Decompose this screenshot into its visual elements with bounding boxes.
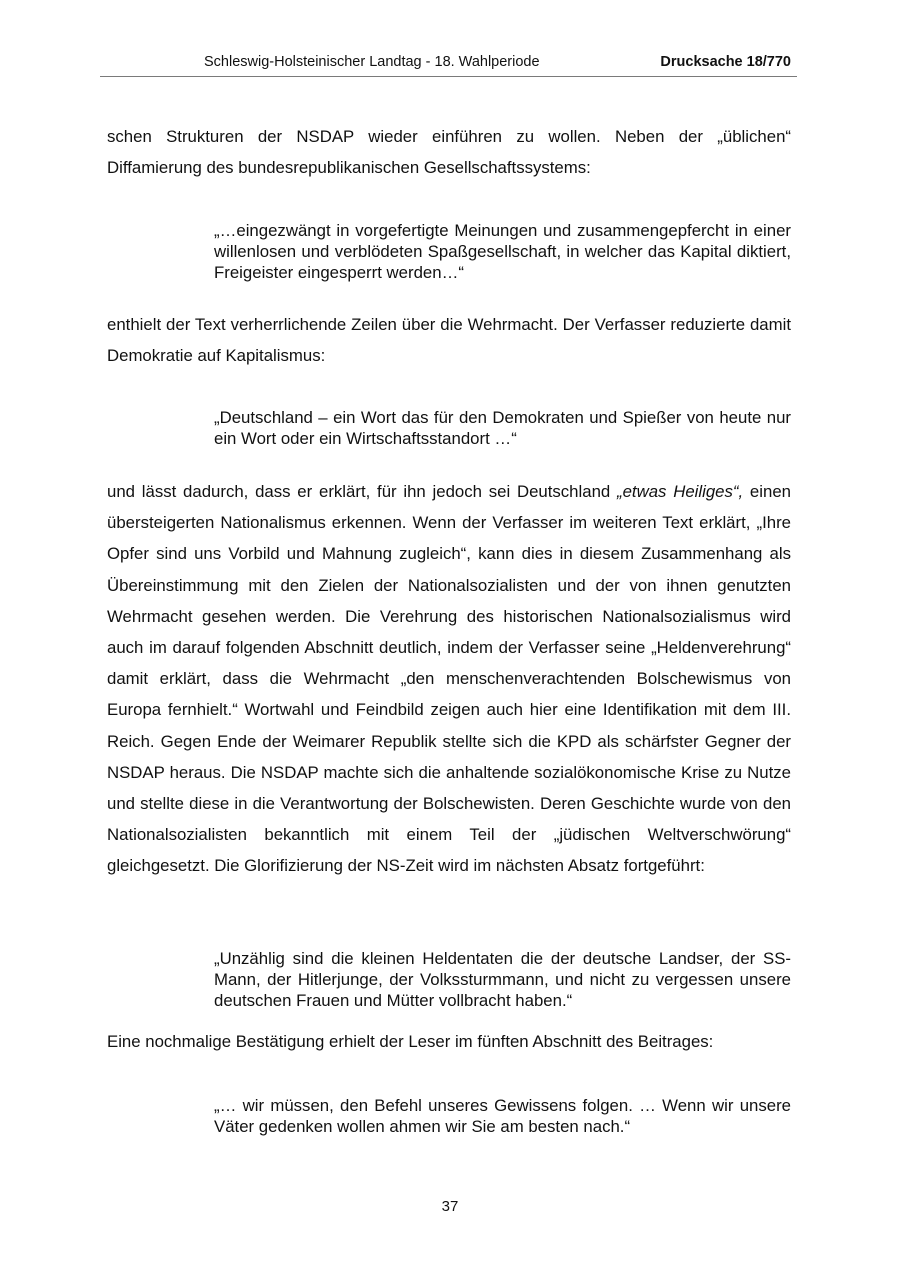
block-quote-1: „…eingezwängt in vorgefertigte Meinungen und zusammengepfercht in einer willenlosen und verblödeten Spaßgesellschaft, in welcher das Kapital diktiert, Freigeister eingesperrt werden…“ [214, 221, 791, 282]
paragraph-3-text-start: und lässt dadurch, dass er erklärt, für ihn jedoch sei Deutschland [107, 482, 611, 501]
block-quote-2: „Deutschland – ein Wort das für den Demokraten und Spießer von heute nur ein Wort oder ein Wirtschaftsstandort …“ [214, 408, 791, 448]
header-title: Schleswig-Holsteinischer Landtag - 18. Wahlperiode [204, 54, 540, 70]
paragraph-1: schen Strukturen der NSDAP wieder einführen zu wollen. Neben der „üblichen“ Diffamierung des bundesrepublikanischen Gesellschaftssystems: [107, 127, 791, 178]
paragraph-3-emphasis: „etwas Heiliges“, [617, 482, 744, 501]
paragraph-4: Eine nochmalige Bestätigung erhielt der Leser im fünften Abschnitt des Beitrages: [107, 1032, 714, 1051]
paragraph-3 [107, 476, 791, 882]
header-document-number: Drucksache 18/770 [660, 54, 791, 70]
block-quote-3: „Unzählig sind die kleinen Heldentaten die der deutsche Landser, der SS-Mann, der Hitlerjunge, der Volkssturmmann, und nicht zu vergessen unsere deutschen Frauen und Mütter vollbracht haben.“ [214, 949, 791, 1010]
page-number: 37 [441, 1198, 459, 1215]
paragraph-2: enthielt der Text verherrlichende Zeilen über die Wehrmacht. Der Verfasser reduzierte damit Demokratie auf Kapitalismus: [107, 315, 791, 366]
page-header [100, 52, 797, 77]
block-quote-4: „… wir müssen, den Befehl unseres Gewissens folgen. … Wenn wir unsere Väter gedenken wollen ahmen wir Sie am besten nach.“ [214, 1096, 791, 1136]
paragraph-3-text-end: einen übersteigerten Nationalismus erkennen. Wenn der Verfasser im weiteren Text erklärt, „Ihre Opfer sind uns Vorbild und Mahnung zugleich“, kann dies in diesem Zusammenhang als Übereinstimmung mit den Zielen der Nationalsozialisten und der von ihnen genutzten Wehrmacht gesehen werden. Die Verehrung des historischen Nationalsozialismus wird auch im darauf folgenden Abschnitt deutlich, indem der Verfasser seine „Heldenverehrung“ damit erklärt, dass die Wehrmacht „den menschenverachtenden Bolschewismus von Europa fernhielt.“ Wortwahl und Feindbild zeigen auch hier eine Identifikation mit dem III. Reich. Gegen Ende der Weimarer Republik stellte sich die KPD als schärfster Gegner der NSDAP heraus. Die NSDAP machte sich die anhaltende sozialökonomische Krise zu Nutze und stellte diese in die Verantwortung der Bolschewisten. Deren Geschichte wurde von den Nationalsozialisten bekanntlich mit einem Teil der „jüdischen Weltverschwörung“ gleichgesetzt. Die Glorifizierung der NS-Zeit wird im nächsten Absatz fortgeführt: [107, 482, 791, 876]
